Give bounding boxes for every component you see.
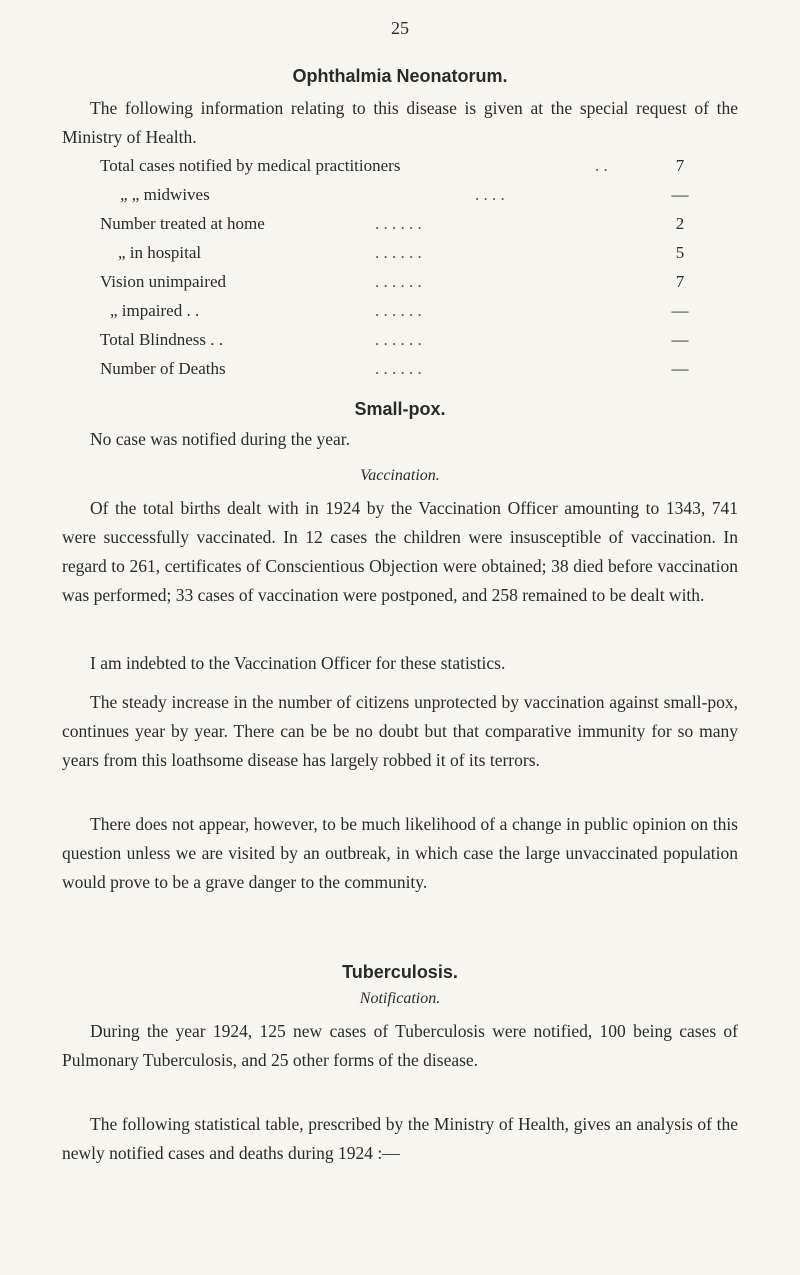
vaccination-paragraph-2: I am indebted to the Vaccination Officer for these statistics. [90, 653, 506, 673]
table-row: „ „ midwives . . . . — [120, 185, 689, 204]
table-row: Number of Deaths . . . . . . — [100, 359, 689, 378]
table-row: Total Blindness . . . . . . . . — [100, 330, 689, 349]
row-value: 7 [675, 272, 685, 291]
row-label: „ in hospital [118, 243, 202, 262]
vaccination-paragraph-4: There does not appear, however, to be much likelihood of a change in public opinion on this question unless we are visited by an outbreak, in which case the large unvaccinated population would prove to be a grave danger to the community. [62, 814, 738, 892]
table-row: „ in hospital . . . . . . 5 [100, 243, 700, 269]
table-row: Total cases notified by medical practitioners . . 7 [100, 156, 700, 182]
row-label: Number of Deaths [100, 359, 226, 378]
row-label: „ „ midwives [120, 185, 210, 204]
tuberculosis-heading: Tuberculosis. [342, 962, 458, 982]
row-value: — [671, 359, 689, 378]
smallpox-text: No case was notified during the year. [90, 429, 350, 449]
vaccination-subheading: Vaccination. [360, 467, 440, 484]
row-value: — [671, 301, 689, 320]
notification-subheading: Notification. [359, 990, 441, 1007]
ophthalmia-heading: Ophthalmia Neonatorum. [292, 66, 508, 86]
vaccination-paragraph-3: The steady increase in the number of citizens unprotected by vaccination against small-pox, continues year by year. There can be be no doubt but that comparative immunity for so many years from this loathsome disease has largely robbed it of its terrors. [62, 692, 738, 770]
table-row: „ impaired . . . . . . . . — [110, 301, 689, 320]
row-value: 5 [675, 243, 685, 262]
table-row: Number treated at home . . . . . . 2 [100, 214, 700, 240]
row-value: 2 [675, 214, 685, 233]
tuberculosis-paragraph-1: During the year 1924, 125 new cases of Tuberculosis were notified, 100 being cases of Pulmonary Tuberculosis, and 25 other forms of the disease. [62, 1021, 738, 1070]
table-row: Vision unimpaired . . . . . . 7 [100, 272, 700, 298]
row-label: Total Blindness . . [100, 330, 224, 349]
row-label: Number treated at home [100, 214, 265, 233]
row-value: — [671, 185, 689, 204]
row-value: 7 [675, 156, 685, 175]
row-value: — [671, 330, 689, 349]
row-label: Total cases notified by medical practitioners [100, 156, 401, 175]
tuberculosis-paragraph-2: The following statistical table, prescribed by the Ministry of Health, gives an analysis of the newly notified cases and deaths during 1924 :— [62, 1114, 738, 1163]
page-number: 25 [391, 18, 409, 38]
row-label: Vision unimpaired [100, 272, 226, 291]
smallpox-heading: Small-pox. [354, 399, 446, 419]
row-label: „ impaired . . [110, 301, 200, 320]
ophthalmia-intro: The following information relating to this disease is given at the special request of the Ministry of Health. [62, 98, 738, 147]
vaccination-paragraph-1: Of the total births dealt with in 1924 by the Vaccination Officer amounting to 1343, 741 were successfully vaccinated. In 12 cases the children were insusceptible of vaccination. In regard to 261, certificates of Conscientious Objection were obtained; 38 died before vaccination was performed; 33 cases of vaccination were postponed, and 258 remained to be dealt with. [62, 498, 738, 605]
